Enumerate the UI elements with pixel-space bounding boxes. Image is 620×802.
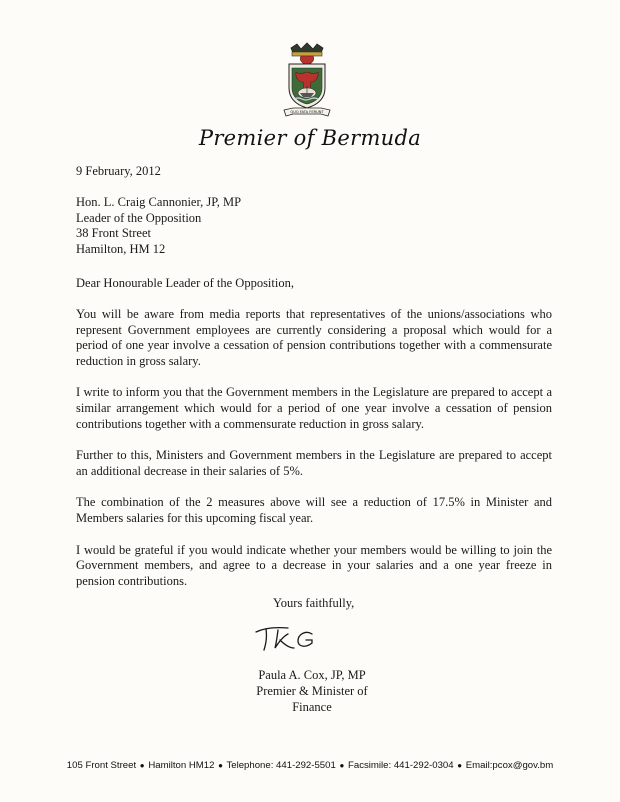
crest-motto: QUO FATA FERUNT — [290, 110, 324, 114]
recipient-name: Hon. L. Craig Cannonier, JP, MP — [76, 195, 242, 209]
letterhead-title: Premier of Bermuda — [198, 126, 422, 150]
letter-body — [76, 307, 552, 605]
bullet-separator: ● — [218, 761, 223, 770]
paragraph-5: I would be grateful if you would indicate whether your members would be willing to join the Government members, and agree to a decrease in your salaries and a one year freeze in pension contributions. — [76, 542, 552, 588]
signer-block — [236, 667, 388, 715]
bullet-separator: ● — [339, 761, 345, 770]
footer-email[interactable]: Email:pcox@gov.bm — [465, 760, 554, 771]
footer-address: 105 Front Street — [66, 760, 137, 771]
handwritten-signature — [250, 618, 350, 654]
paragraph-3: Further to this, Ministers and Government members in the Legislature are prepared to accept an additional decrease in their salaries of 5%. — [76, 448, 552, 478]
salutation: Dear Honourable Leader of the Opposition, — [76, 276, 294, 290]
bullet-separator: ● — [139, 761, 145, 770]
recipient-city: Hamilton, HM 12 — [76, 241, 166, 256]
paragraph-4: The combination of the 2 measures above will see a reduction of 17.5% in Minister and Members salaries for this upcoming fiscal year. — [76, 495, 552, 525]
recipient-address — [76, 195, 241, 257]
footer-facsimile: Facsimile: 441-292-0304 — [348, 760, 454, 771]
bullet-separator: ● — [457, 761, 463, 770]
paragraph-2: I write to inform you that the Government members in the Legislature are prepared to accept a similar arrangement which would for a period of one year involve a cessation of pension contributions together with a commensurate reduction in gross salary. — [76, 385, 552, 431]
letter-date: 9 February, 2012 — [76, 164, 161, 178]
bermuda-coat-of-arms-icon — [281, 42, 333, 122]
signer-title: Premier & Minister of Finance — [256, 684, 368, 714]
paragraph-1: You will be aware from media reports that representatives of the unions/associations who represent Government employees are currently considering a proposal which would for a period of one year involve a cessation of pension contributions together with a commensurate reduction in gross salary. — [76, 307, 552, 368]
footer-telephone: Telephone: 441-292-5501 — [226, 760, 336, 771]
footer-city: Hamilton HM12 — [148, 760, 215, 771]
closing: Yours faithfully, — [273, 596, 355, 610]
recipient-title: Leader of the Opposition — [76, 210, 202, 225]
recipient-street: 38 Front Street — [76, 226, 151, 240]
footer-contact — [0, 760, 620, 771]
signer-name: Paula A. Cox, JP, MP — [258, 668, 366, 682]
